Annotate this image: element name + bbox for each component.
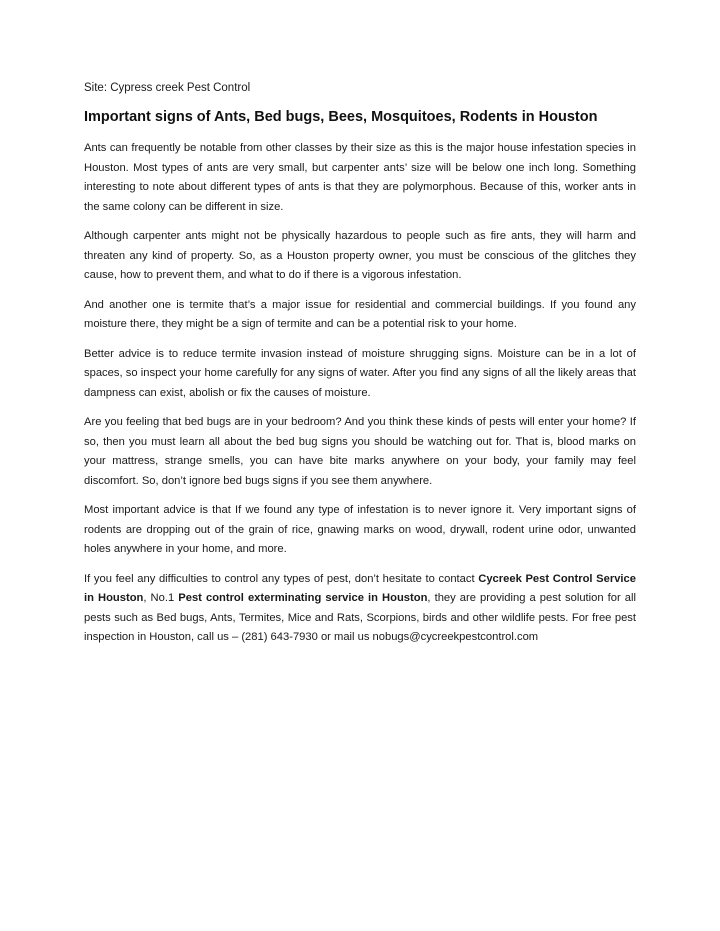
company-name-bold: Cycreek Pest Control Service in Houston bbox=[84, 572, 636, 604]
paragraph-moisture: Better advice is to reduce termite invasion instead of moisture shrugging signs. Moisture can be in a lot of spaces, so inspect your home carefully for any signs of water. After you find any signs of all the likely areas that dampness can exist, abolish or fix the causes of moisture. bbox=[84, 347, 636, 399]
contact-text-1: If you feel any difficulties to control any types of pest, don’t hesitate to contact bbox=[84, 572, 479, 585]
paragraph-termite: And another one is termite that’s a major issue for residential and commercial buildings. If you found any moisture there, they might be a sign of termite and can be a potential risk to your home. bbox=[84, 298, 636, 330]
site-line: Site: Cypress creek Pest Control bbox=[84, 82, 251, 94]
paragraph-carpenter-ants: Although carpenter ants might not be physically hazardous to people such as fire ants, they will harm and threaten any kind of property. So, as a Houston property owner, you must be conscious of the glitches they cause, how to prevent them, and what to do if there is a vigorous infestation. bbox=[84, 230, 636, 281]
paragraph-bed-bugs: Are you feeling that bed bugs are in your bedroom? And you think these kinds of pests will enter your home? If so, then you must learn all about the bed bug signs you should be watching out for. That is, blood marks on your mattress, strange smells, you can have bite marks anywhere on your body, your family may feel discomfort. So, don’t ignore bed bugs signs if you see them anywhere. bbox=[84, 416, 636, 487]
contact-text-3: , they are providing a pest solution for all pests such as Bed bugs, Ants, Termites, Mice and Rats, Scorpions, birds and other wildlife pests. For free pest inspection in Houston, call us – (281) 643-7930 or mail us nobugs@cycreekpestcontrol.com bbox=[84, 592, 636, 643]
service-name-bold: Pest control exterminating service in Houston bbox=[178, 592, 428, 604]
paragraph-contact bbox=[84, 570, 636, 648]
document-page bbox=[84, 80, 636, 658]
contact-text-2: , No.1 bbox=[143, 592, 179, 604]
document-title: Important signs of Ants, Bed bugs, Bees, Mosquitoes, Rodents in Houston bbox=[84, 109, 598, 125]
paragraph-ants: Ants can frequently be notable from other classes by their size as this is the major house infestation species in Houston. Most types of ants are very small, but carpenter ants’ size will be below one inch long. Something interesting to note about different types of ants is that they are polymorphous. Because of this, worker ants in the same colony can be different in size. bbox=[84, 142, 636, 213]
paragraph-rodents: Most important advice is that If we found any type of infestation is to never ignore it. Very important signs of rodents are dropping out of the grain of rice, gnawing marks on wood, drywall, rodent urine odor, unwanted holes anywhere in your home, and more. bbox=[84, 504, 636, 555]
